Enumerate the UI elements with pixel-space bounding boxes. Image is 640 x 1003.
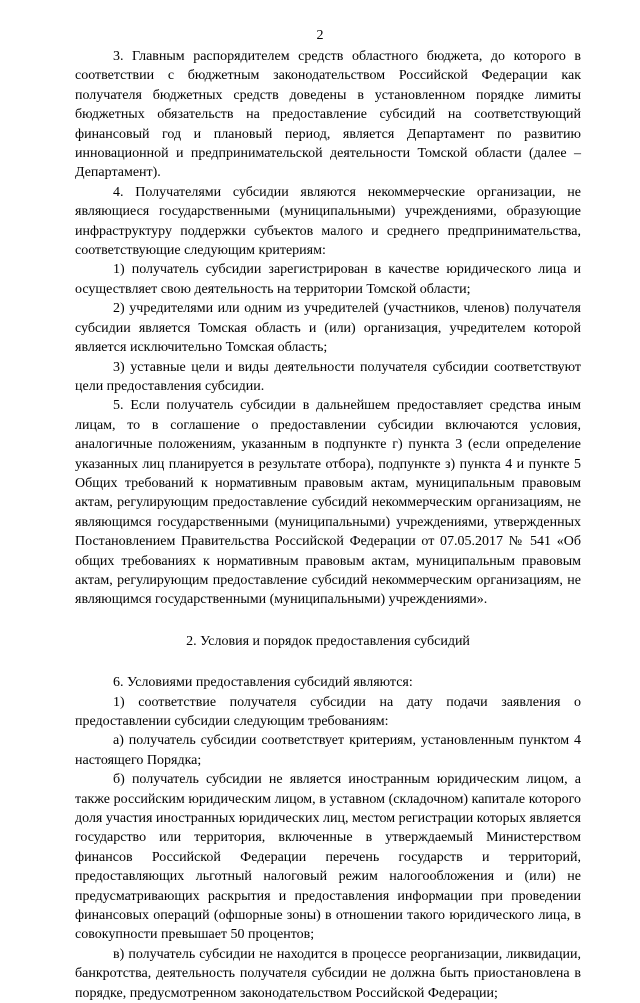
paragraph-5: 5. Если получатель субсидии в дальнейшем предоставляет средства иным лицам, то в соглашение о предоставлении субсидии включаются условия, аналогичные положениям, указанным в подпункте г) пункта 3 (если определение указанных лиц планируется в результате отбора), подпункте з) пункта 4 и пункте 5 Общих требований к нормативным правовым актам, муниципальным правовым актам, регулирующим предоставление субсидий некоммерческим организациям, не являющимся государственными (муниципальными) учреждениями, утвержденных Постановлением Правительства Российской Федерации от 07.05.2017 № 541 «Об общих требованиях к нормативным правовым актам, муниципальным правовым актам, регулирующим предоставление субсидий некоммерческим организациям, не являющимся государственными (муниципальными) учреждениями». — [75, 398, 581, 608]
paragraph-6-item-1a: а) получатель субсидии соответствует критериям, установленным пунктом 4 настоящего Порядка; — [75, 733, 581, 768]
paragraph-6-item-1b: б) получатель субсидии не является иностранным юридическим лицом, а также российским юридическим лицом, в уставном (складочном) капитале которого доля участия иностранных юридических лиц, местом регистрации которых является государство или территория, включенные в утверждаемый Министерством финансов Российской Федерации перечень государств и территорий, предоставляющих льготный налоговый режим налогообложения и (или) не предусматривающих раскрытия и предоставления информации при проведении финансовых операций (офшорные зоны) в отношении такого юридического лица, в совокупности превышает 50 процентов; — [75, 772, 581, 943]
paragraph-4: 4. Получателями субсидии являются некоммерческие организации, не являющиеся государственными (муниципальными) учреждениями, образующие инфраструктуру поддержки субъектов малого и среднего предпринимательства, соответствующие следующим критериям: — [75, 184, 581, 259]
paragraph-3: 3. Главным распорядителем средств областного бюджета, до которого в соответствии с бюджетным законодательством Российской Федерации как получателя бюджетных средств доведены в установленном порядке лимиты бюджетных обязательств на предоставление субсидий на соответствующий финансовый год и плановый период, является Департамент по развитию инновационной и предпринимательской деятельности Томской области (далее – Департамент). — [75, 49, 581, 181]
paragraph-6-item-1v: в) получатель субсидии не находится в процессе реорганизации, ликвидации, банкротства, деятельность получателя субсидии не должна быть приостановлена в порядке, предусмотренном законодательством Российской Федерации; — [75, 946, 581, 1001]
paragraph-4-item-1: 1) получатель субсидии зарегистрирован в качестве юридического лица и осуществляет свою деятельность на территории Томской области; — [75, 262, 581, 297]
page-number: 2 — [316, 28, 324, 43]
paragraph-4-item-3: 3) уставные цели и виды деятельности получателя субсидии соответствуют цели предоставления субсидии. — [75, 359, 581, 394]
paragraph-6: 6. Условиями предоставления субсидий являются: — [113, 675, 413, 691]
section-heading: 2. Условия и порядок предоставления субсидий — [186, 633, 470, 649]
paragraph-6-item-1: 1) соответствие получателя субсидии на дату подачи заявления о предоставлении субсидии следующим требованиям: — [75, 694, 581, 729]
document-body — [75, 47, 581, 1003]
paragraph-4-item-2: 2) учредителями или одним из учредителей (участников, членов) получателя субсидии является Томская область и (или) организация, учредителем которой является исключительно Томская область; — [75, 301, 581, 356]
